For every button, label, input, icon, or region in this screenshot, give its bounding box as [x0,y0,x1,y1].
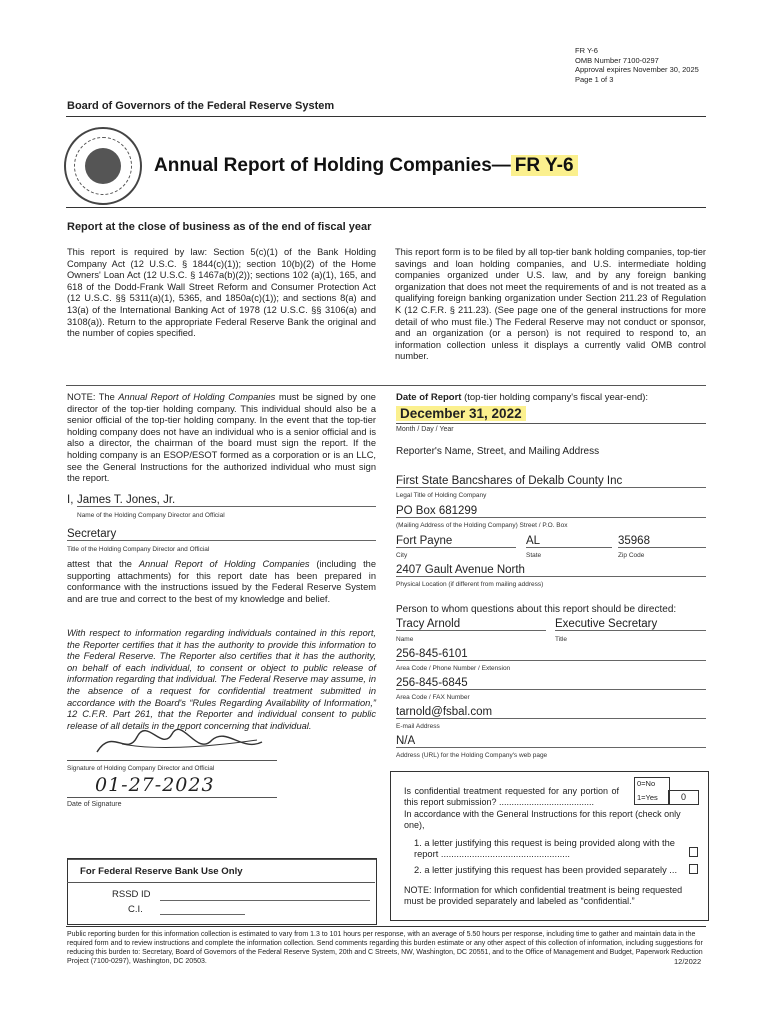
website-url-label: Address (URL) for the Holding Company's web page [396,752,548,759]
contact-title-field[interactable]: Executive Secretary [555,618,706,631]
report-date-sublabel: Month / Day / Year [396,426,454,433]
state-label: State [526,552,542,559]
signer-title-label: Title of the Holding Company Director and Official [67,546,210,553]
signature-date-field[interactable]: 01-27-2023 [95,774,215,796]
company-name-label: Legal Title of Holding Company [396,492,487,499]
reporter-heading: Reporter's Name, Street, and Mailing Address [396,446,600,457]
website-url-field[interactable]: N/A [396,735,706,748]
agency-name: Board of Governors of the Federal Reserve System [67,100,335,112]
burden-statement: Public reporting burden for this information collection is estimated to vary from 1.3 to 101 hours per response, with an average of 5.50 hours per response, including time to gather and maintain data in the required form and to review instructions and complete the information collection. Send comments regarding this burden estimate or any other aspect of this collection of information, including suggestions for reducing this burden to: Secretary, Board of Governors of the Federal Reserve System, 20th and C Streets, NW, Washington, DC 20551, and to the Office of Management and Budget, Paperwork Reduction Project (7100-0297), Washington, DC 20503. [67,931,703,965]
form-id: FR Y-6 [575,46,598,55]
form-title: Annual Report of Holding Companies— FR Y-6 [154,155,578,177]
signer-name-field[interactable]: James T. Jones, Jr. [77,494,376,507]
phone-field[interactable]: 256-845-6101 [396,648,706,661]
confidential-question: Is confidential treatment requested for any portion of this report submission? ...................................... [404,786,619,807]
header-rule [66,116,706,117]
signer-name-label: Name of the Holding Company Director and Official [77,512,225,519]
option-2-checkbox[interactable] [689,864,698,874]
section-rule [66,385,706,386]
certification-paragraph: With respect to information regarding individuals contained in this report, the Reporter certifies that it has the authority to provide this information to the Federal Reserve. The Reporter also certifies that it has the authority, on behalf of each individual, to consent or object to public release of information regarding that individual. The Federal Reserve may assume, in the absence of a request for confidential treatment submitted in accordance with the Board's “Rules Regarding Availability of Information,” 12 C.F.R. Part 261, that the Reporter and individual consent to public release of all details in the report concerning that individual. [67,628,376,731]
report-date-field[interactable]: December 31, 2022 [396,406,706,421]
signature-line [67,760,277,761]
zip-field[interactable]: 35968 [618,535,706,548]
email-label: E-mail Address [396,723,440,730]
contact-name-field[interactable]: Tracy Arnold [396,618,546,631]
email-field[interactable]: tarnold@fsbal.com [396,706,706,719]
page-number: Page 1 of 3 [575,74,614,84]
fax-label: Area Code / FAX Number [396,694,470,701]
signer-title-field[interactable]: Secretary [67,528,376,541]
rssd-input[interactable] [160,899,370,901]
fax-field[interactable]: 256-845-6845 [396,677,706,690]
legend-yes: 1=Yes [637,793,658,802]
mailing-address-field[interactable]: PO Box 681299 [396,505,706,518]
contact-name-label: Name [396,636,414,643]
confidential-note: NOTE: Information for which confidential treatment is being requested must be provided separately and labeled as “confidential.” [404,885,683,906]
confidential-answer-field[interactable]: 0 [668,790,699,805]
report-date-label: Date of Report (top-tier holding company's fiscal year-end): [396,392,649,403]
title-rule [66,207,706,208]
zip-label: Zip Code [618,552,645,559]
federal-reserve-seal-icon [64,127,142,205]
signature-label: Signature of Holding Company Director and Official [67,765,215,772]
signature-note: NOTE: The Annual Report of Holding Companies must be signed by one director of the top-tier holding company. This individual should also be a senior official of the top-tier holding company. In the event that the top-tier holding company does not have an individual who is a senior official and is also a director, the chairman of the board must sign the report. If the holding company is an ESOP/ESOT formed as a corporation or is an LLC, see the General Instructions for the authorized individual who must sign the report. [67,392,376,484]
rssd-label: RSSD ID [112,889,151,900]
option-1-checkbox[interactable] [689,847,698,857]
ci-input[interactable] [160,913,245,915]
signature-date-label: Date of Signature [67,801,122,808]
contact-heading: Person to whom questions about this report should be directed: [396,604,677,615]
date-line [67,797,277,798]
contact-title-label: Title [555,636,568,643]
physical-location-label: Physical Location (if different from mailing address) [396,581,544,588]
form-header-info [575,46,699,84]
approval-expiry: Approval expires November 30, 2025 [575,65,699,74]
filing-requirement-paragraph: This report form is to be filed by all top-tier bank holding companies, top-tier savings and loan holding companies, and U.S. intermediate holding companies organized under U.S. law, and by any foreign banking organization that does not meet the requirements of and is not treated as a qualifying foreign banking organization under Section 211.23 of Regulation K (12 C.F.R. § 211.23). (See page one of the general instructions for more detail of who must file.) The Federal Reserve may not conduct or sponsor, and an organization (or a person) is not required to respond to, an information collection unless it displays a currently valid OMB control number. [395,247,706,362]
handwritten-signature [92,722,292,762]
city-label: City [396,552,408,559]
attestation-paragraph: attest that the Annual Report of Holding Companies (including the supporting attachments) for this report date has been prepared in conformance with the instructions issued by the Federal Reserve System and are true and correct to the best of my knowledge and belief. [67,559,376,604]
phone-label: Area Code / Phone Number / Extension [396,665,511,672]
fed-use-title: For Federal Reserve Bank Use Only [80,866,243,877]
legend-no: 0=No [637,779,656,788]
option-2-text: 2. a letter justifying this request has been provided separately ... [414,865,678,875]
state-field[interactable]: AL [526,535,612,548]
fed-box-rule [67,882,375,883]
city-field[interactable]: Fort Payne [396,535,516,548]
omb-number: OMB Number 7100-0297 [575,55,659,65]
form-revision: 12/2022 [674,957,702,966]
i-prefix: I, [67,494,74,506]
company-name-field[interactable]: First State Bancshares of Dekalb County Inc [396,475,706,488]
option-1-text: 1. a letter justifying this request is being provided along with the report .................................................. [414,838,675,859]
physical-location-field[interactable]: 2407 Gault Avenue North [396,564,706,577]
footer-rule [66,926,706,927]
legal-authority-paragraph: This report is required by law: Section 5(c)(1) of the Bank Holding Company Act (12 U.S.C. § 1844(c)(1)); section 10(b)(2) of the Home Owners' Loan Act (12 U.S.C. § 1467a(b)(2)); sections 102 (a)(1), 165, and 618 of the Dodd-Frank Wall Street Reform and Consumer Protection Act (12 U.S.C. §§ 5311(a)(1), 5365, and 1850a(c)(1)); and sections 8(a) and 13(a) of the International Banking Act of 1978 (12 U.S.C. §§ 3106(a) and 3108(a)). Return to the appropriate Federal Reserve Bank the original and the number of copies specified. [67,247,376,339]
ci-label: C.I. [128,904,143,915]
confidential-accordance: In accordance with the General Instructions for this report (check only one), [404,809,681,830]
form-title-highlight: FR Y-6 [511,155,578,176]
report-subtitle: Report at the close of business as of the end of fiscal year [67,221,372,233]
mailing-address-label: (Mailing Address of the Holding Company) Street / P.O. Box [396,522,568,529]
